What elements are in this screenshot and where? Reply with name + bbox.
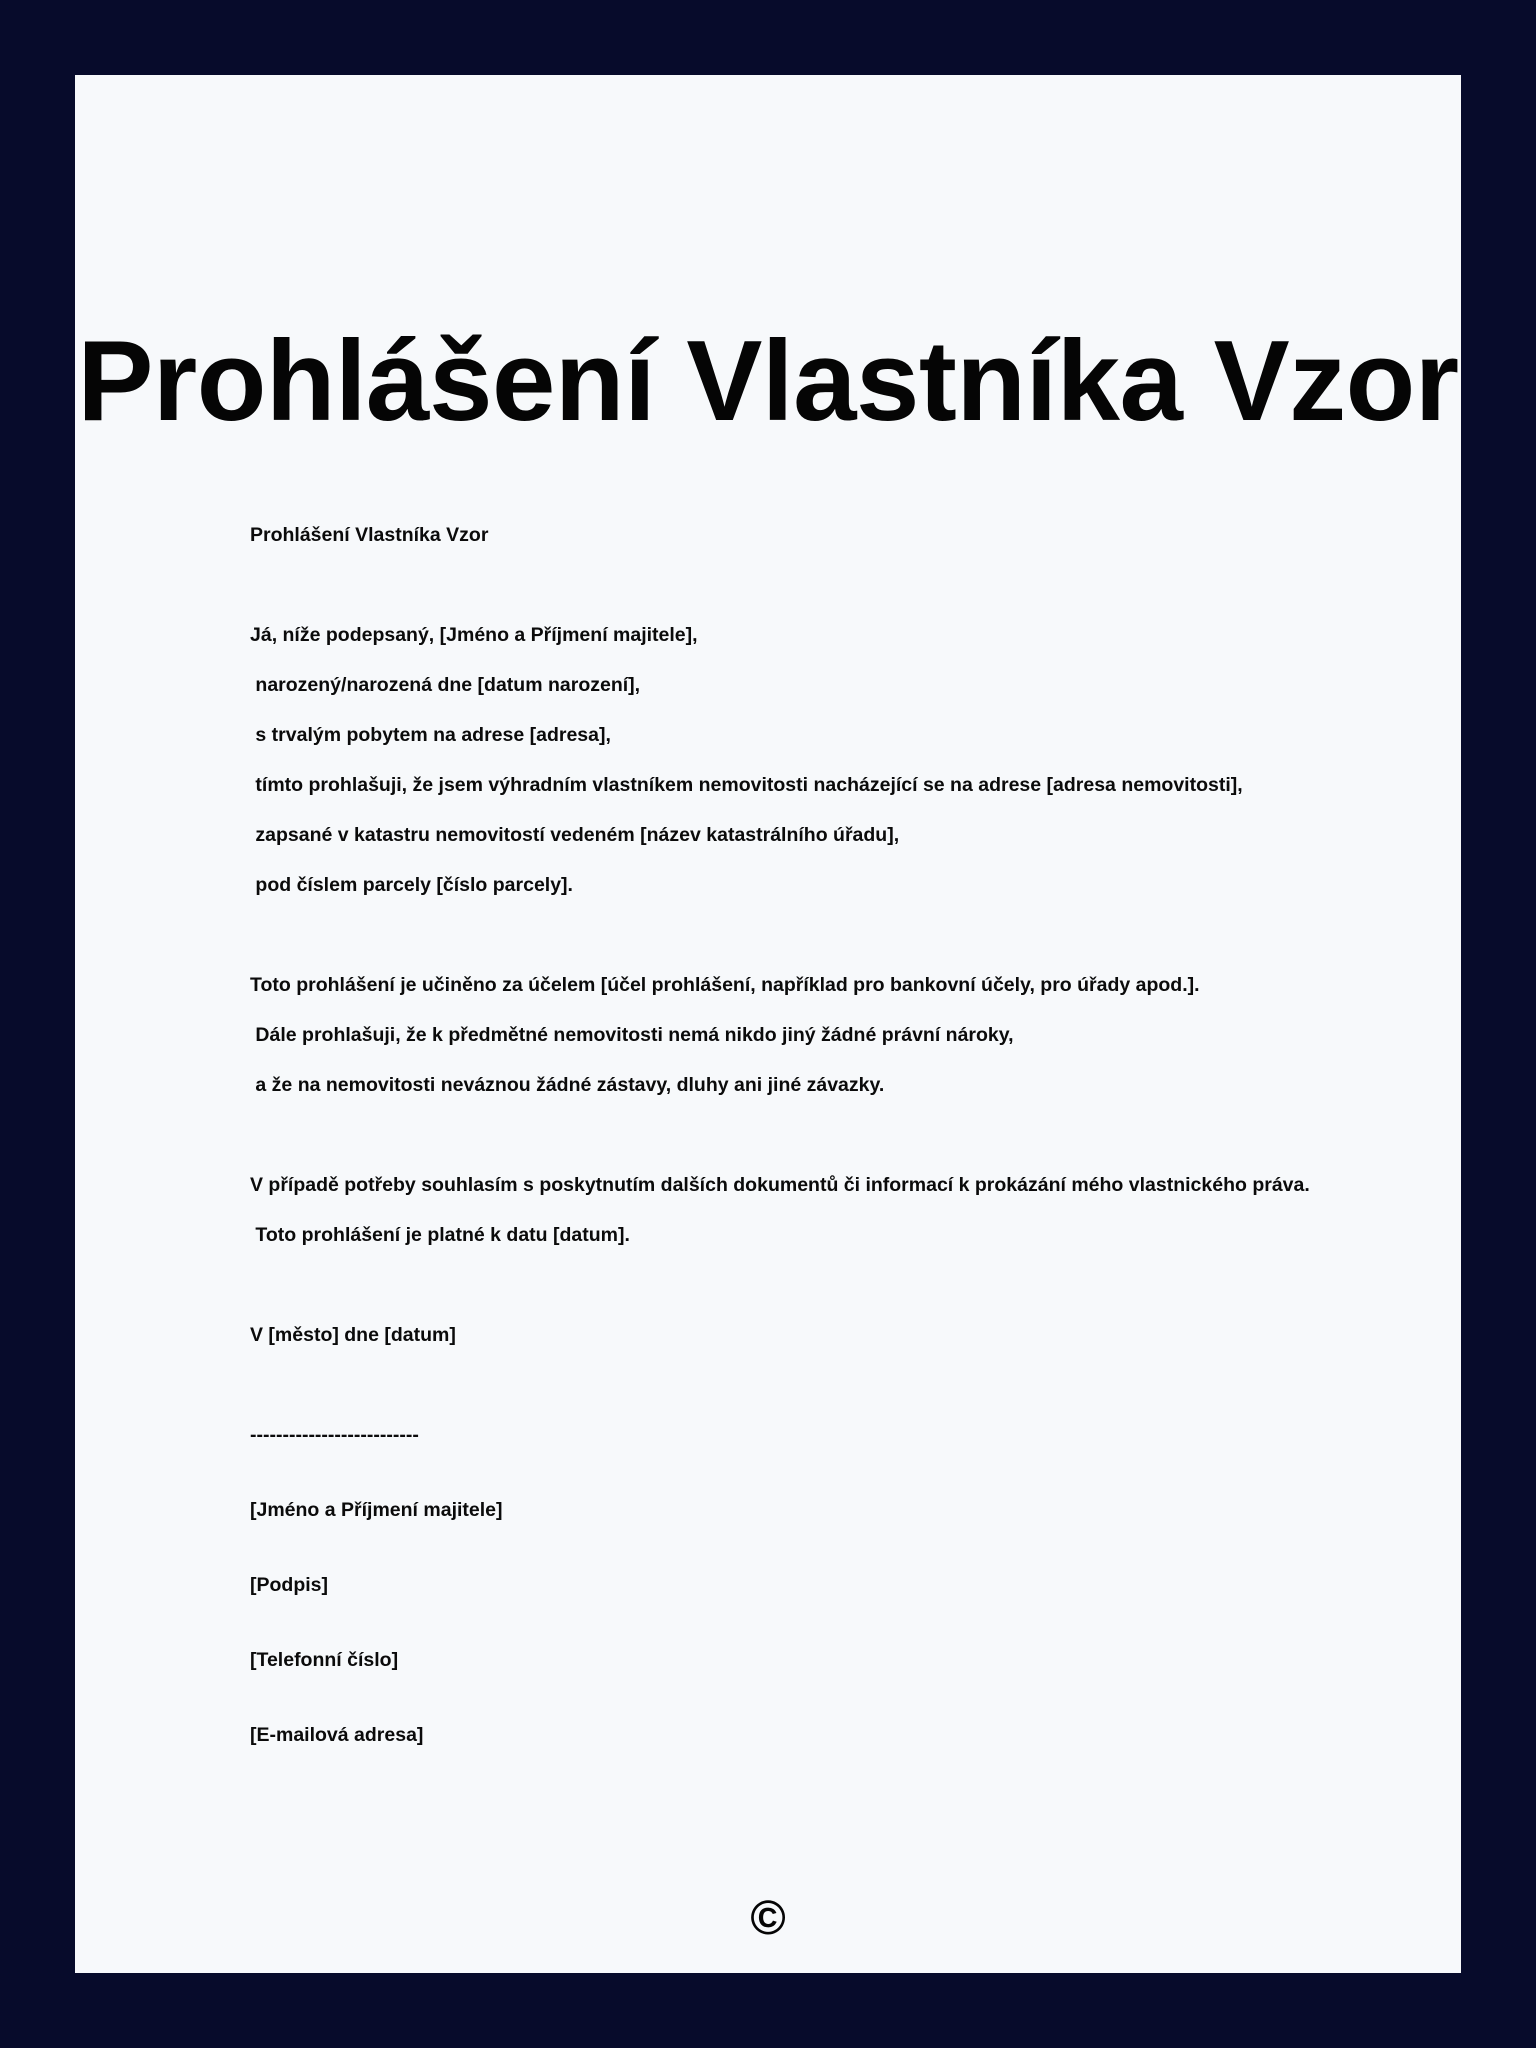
declaration-line-cadastre: zapsané v katastru nemovitostí vedeném [název katastrálního úřadu], — [250, 824, 900, 846]
declaration-line-parcel: pod číslem parcely [číslo parcely]. — [250, 874, 573, 896]
consent-line: V případě potřeby souhlasím s poskytnutím dalších dokumentů či informací k prokázání mého vlastnického práva. — [250, 1174, 1310, 1196]
email-placeholder: [E-mailová adresa] — [250, 1724, 424, 1746]
claims-line: Dále prohlašuji, že k předmětné nemovitosti nemá nikdo jiný žádné právní nároky, — [250, 1024, 1014, 1046]
document-heading: Prohlášení Vlastníka Vzor — [250, 524, 489, 546]
declaration-line-birth: narozený/narozená dne [datum narození], — [250, 674, 641, 696]
document-page — [75, 75, 1461, 1973]
signature-placeholder: [Podpis] — [250, 1574, 328, 1596]
signature-divider: -------------------------- — [250, 1424, 419, 1446]
owner-name-placeholder: [Jméno a Příjmení majitele] — [250, 1499, 503, 1521]
phone-placeholder: [Telefonní číslo] — [250, 1649, 399, 1671]
copyright-symbol: © — [750, 1892, 786, 1945]
liens-line: a že na nemovitosti neváznou žádné zástavy, dluhy ani jiné závazky. — [250, 1074, 885, 1096]
document-title: Prohlášení Vlastníka Vzor — [77, 318, 1459, 445]
purpose-line: Toto prohlášení je učiněno za účelem [účel prohlášení, například pro bankovní účely, pro úřady apod.]. — [250, 974, 1200, 996]
declaration-line-name: Já, níže podepsaný, [Jméno a Příjmení majitele], — [250, 624, 698, 646]
place-date-line: V [město] dne [datum] — [250, 1324, 456, 1346]
document-body — [250, 447, 1360, 1748]
declaration-line-residence: s trvalým pobytem na adrese [adresa], — [250, 724, 611, 746]
validity-line: Toto prohlášení je platné k datu [datum]. — [250, 1224, 630, 1246]
declaration-line-ownership: tímto prohlašuji, že jsem výhradním vlastníkem nemovitosti nacházející se na adrese [adresa nemovitosti], — [250, 774, 1243, 796]
